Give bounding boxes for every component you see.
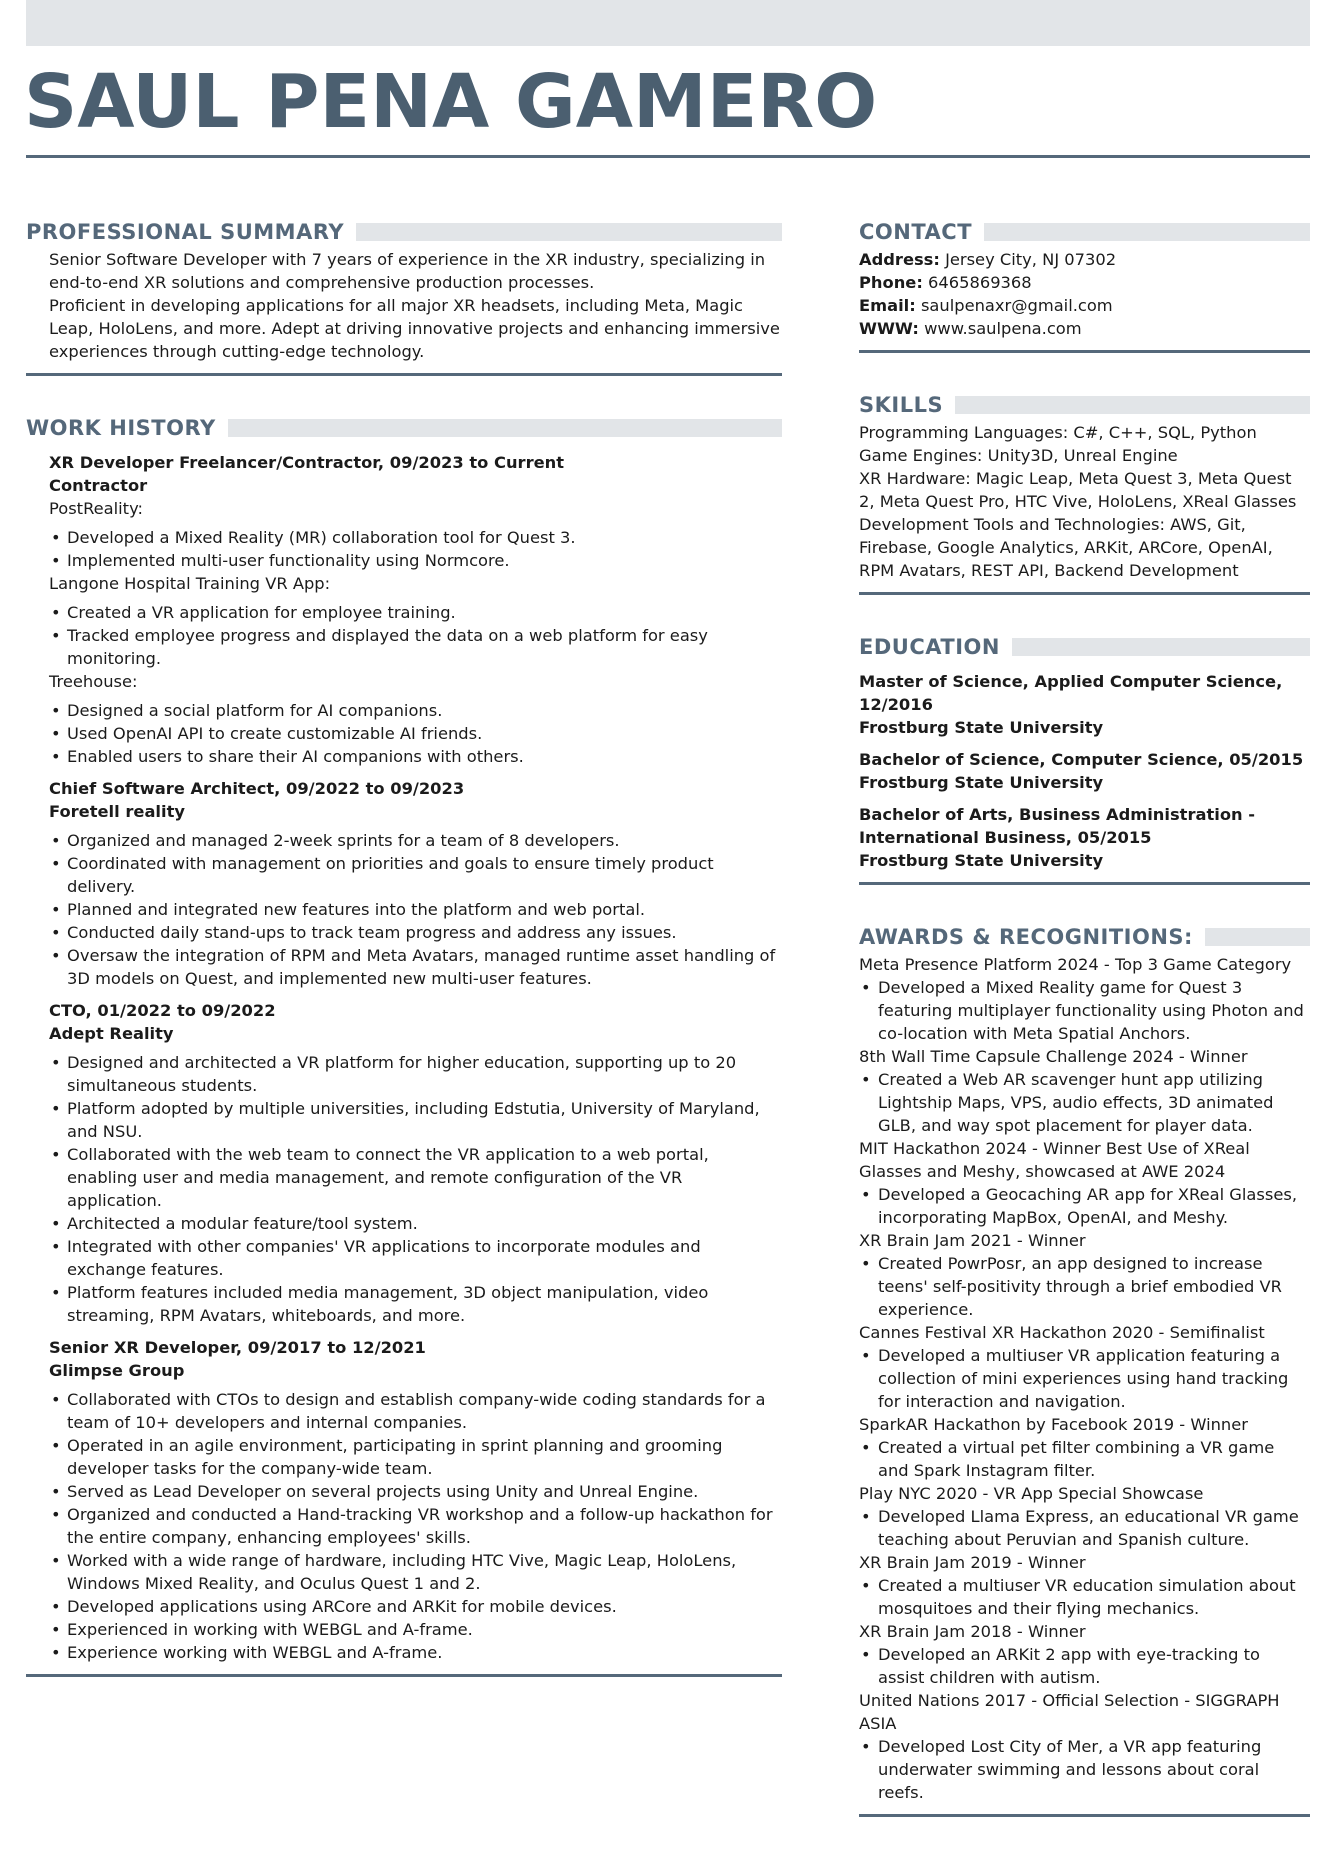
skill-line: Programming Languages: C#, C++, SQL, Python — [859, 423, 1257, 442]
job-entry — [26, 999, 782, 1327]
contact-label: Address: — [859, 250, 940, 269]
list-item: • Organized and conducted a Hand-tracking VR workshop and a follow-up hackathon for the entire company, enhancing employees' skills. — [26, 1503, 782, 1549]
list-item: • Experienced in working with WEBGL and A-frame. — [26, 1618, 782, 1641]
list-item: • Implemented multi-user functionality using Normcore. — [26, 549, 782, 572]
contact-address — [859, 248, 1310, 271]
list-item: • Architected a modular feature/tool system. — [26, 1212, 782, 1235]
job-entry — [26, 1336, 782, 1664]
list-item: • Used OpenAI API to create customizable AI friends. — [26, 722, 782, 745]
contact-label: Phone: — [859, 273, 923, 292]
school: Frostburg State University — [859, 718, 1104, 737]
list-item: • Developed Llama Express, an educational VR game teaching about Peruvian and Spanish culture. — [859, 1505, 1310, 1551]
name-divider — [26, 155, 1310, 158]
award-name: Meta Presence Platform 2024 - Top 3 Game Category — [859, 955, 1292, 974]
list-item: • Organized and managed 2-week sprints for a team of 8 developers. — [26, 829, 782, 852]
list-item: • Platform features included media management, 3D object manipulation, video streaming, RPM Avatars, whiteboards, and more. — [26, 1281, 782, 1327]
education-section — [859, 633, 1310, 885]
award-name: XR Brain Jam 2019 - Winner — [859, 1553, 1086, 1572]
section-bar — [1012, 638, 1310, 656]
job-entry — [26, 777, 782, 990]
list-item: • Developed an ARKit 2 app with eye-tracking to assist children with autism. — [859, 1643, 1310, 1689]
job-company: Glimpse Group — [49, 1361, 185, 1380]
skills-section — [859, 391, 1310, 595]
section-title: CONTACT — [859, 220, 973, 244]
list-item: • Conducted daily stand-ups to track team progress and address any issues. — [26, 921, 782, 944]
award-name: SparkAR Hackathon by Facebook 2019 - Winner — [859, 1415, 1248, 1434]
list-item: • Developed Lost City of Mer, a VR app featuring underwater swimming and lessons about coral reefs. — [859, 1735, 1310, 1804]
section-bar — [1205, 928, 1310, 946]
summary-text: Senior Software Developer with 7 years of experience in the XR industry, specializing in end-to-end XR solutions and comprehensive production processes. — [49, 250, 766, 292]
section-title: PROFESSIONAL SUMMARY — [26, 220, 345, 244]
list-item: • Developed a Mixed Reality game for Quest 3 featuring multiplayer functionality using Photon and co-location with Meta Spatial Anchors. — [859, 976, 1310, 1045]
section-title: EDUCATION — [859, 635, 1000, 659]
list-item: • Tracked employee progress and displayed the data on a web platform for easy monitoring. — [26, 624, 782, 670]
list-item: • Experience working with WEBGL and A-frame. — [26, 1641, 782, 1664]
degree: Bachelor of Science, Computer Science, 05/2015 — [859, 750, 1304, 769]
award-name: Play NYC 2020 - VR App Special Showcase — [859, 1484, 1204, 1503]
section-title: WORK HISTORY — [26, 416, 216, 440]
contact-label: WWW: — [859, 319, 919, 338]
school: Frostburg State University — [859, 851, 1104, 870]
list-item: • Created a VR application for employee training. — [26, 601, 782, 624]
school: Frostburg State University — [859, 773, 1104, 792]
contact-label: Email: — [859, 296, 916, 315]
job-entry — [26, 451, 782, 768]
list-item: • Developed a multiuser VR application featuring a collection of mini experiences using hand tracking for interaction and navigation. — [859, 1344, 1310, 1413]
contact-value: Jersey City, NJ 07302 — [945, 250, 1117, 269]
contact-email — [859, 294, 1310, 317]
list-item: • Developed a Mixed Reality (MR) collaboration tool for Quest 3. — [26, 526, 782, 549]
list-item: • Operated in an agile environment, participating in sprint planning and grooming developer tasks for the company-wide team. — [26, 1434, 782, 1480]
list-item: • Designed and architected a VR platform for higher education, supporting up to 20 simultaneous students. — [26, 1051, 782, 1097]
contact-phone — [859, 271, 1310, 294]
section-divider — [859, 1814, 1310, 1817]
list-item: • Created a virtual pet filter combining a VR game and Spark Instagram filter. — [859, 1436, 1310, 1482]
award-name: MIT Hackathon 2024 - Winner Best Use of XReal Glasses and Meshy, showcased at AWE 2024 — [859, 1139, 1250, 1181]
list-item: • Oversaw the integration of RPM and Meta Avatars, managed runtime asset handling of 3D models on Quest, and implemented new multi-user features. — [26, 944, 782, 990]
job-heading: CTO, 01/2022 to 09/2022 — [49, 1001, 276, 1020]
skill-line: Development Tools and Technologies: AWS, Git, Firebase, Google Analytics, ARKit, ARCore, OpenAI, RPM Avatars, REST API, Backend Development — [859, 515, 1273, 580]
list-item: • Worked with a wide range of hardware, including HTC Vive, Magic Leap, HoloLens, Windows Mixed Reality, and Oculus Quest 1 and 2. — [26, 1549, 782, 1595]
list-item: • Planned and integrated new features into the platform and web portal. — [26, 898, 782, 921]
job-company: Adept Reality — [49, 1024, 174, 1043]
job-company: Contractor — [49, 476, 148, 495]
summary-text: Proficient in developing applications for all major XR headsets, including Meta, Magic Leap, HoloLens, and more. Adept at driving innovative projects and enhancing immersive experiences through cutting-edge technology. — [49, 296, 780, 361]
section-title: SKILLS — [859, 393, 944, 417]
list-item: • Platform adopted by multiple universities, including Edstutia, University of Maryland, and NSU. — [26, 1097, 782, 1143]
education-entry — [859, 803, 1310, 872]
section-divider — [26, 373, 782, 376]
list-item: • Designed a social platform for AI companions. — [26, 699, 782, 722]
work-section — [26, 414, 782, 1677]
list-item: • Developed applications using ARCore and ARKit for mobile devices. — [26, 1595, 782, 1618]
section-bar — [356, 223, 782, 241]
award-name: XR Brain Jam 2021 - Winner — [859, 1231, 1086, 1250]
list-item: • Created PowrPosr, an app designed to increase teens' self-positivity through a brief embodied VR experience. — [859, 1252, 1310, 1321]
job-company: Foretell reality — [49, 802, 185, 821]
section-bar — [955, 396, 1310, 414]
section-bar — [984, 223, 1310, 241]
project-label: Langone Hospital Training VR App: — [49, 574, 331, 593]
list-item: • Collaborated with the web team to connect the VR application to a web portal, enabling user and media management, and remote configuration of the VR application. — [26, 1143, 782, 1212]
section-divider — [859, 350, 1310, 353]
award-name: XR Brain Jam 2018 - Winner — [859, 1622, 1086, 1641]
job-heading: XR Developer Freelancer/Contractor, 09/2023 to Current — [49, 453, 565, 472]
list-item: • Developed a Geocaching AR app for XReal Glasses, incorporating MapBox, OpenAI, and Meshy. — [859, 1183, 1310, 1229]
awards-section — [859, 923, 1310, 1817]
section-divider — [26, 1674, 782, 1677]
project-label: Treehouse: — [49, 672, 138, 691]
list-item: • Created a Web AR scavenger hunt app utilizing Lightship Maps, VPS, audio effects, 3D animated GLB, and way spot placement for player data. — [859, 1068, 1310, 1137]
summary-section — [26, 218, 782, 376]
list-item: • Integrated with other companies' VR applications to incorporate modules and exchange features. — [26, 1235, 782, 1281]
education-entry — [859, 670, 1310, 739]
list-item: • Created a multiuser VR education simulation about mosquitoes and their flying mechanics. — [859, 1574, 1310, 1620]
contact-value: www.saulpena.com — [924, 319, 1082, 338]
left-column — [26, 218, 782, 1677]
degree: Master of Science, Applied Computer Science, 12/2016 — [859, 672, 1283, 714]
contact-section — [859, 218, 1310, 353]
degree: Bachelor of Arts, Business Administration - International Business, 05/2015 — [859, 805, 1256, 847]
contact-value: 6465869368 — [928, 273, 1032, 292]
list-item: • Enabled users to share their AI companions with others. — [26, 745, 782, 768]
job-heading: Chief Software Architect, 09/2022 to 09/2023 — [49, 779, 465, 798]
header-band — [26, 0, 1310, 46]
contact-website — [859, 317, 1310, 340]
project-label: PostReality: — [49, 499, 144, 518]
skill-line: Game Engines: Unity3D, Unreal Engine — [859, 446, 1178, 465]
award-name: United Nations 2017 - Official Selection - SIGGRAPH ASIA — [859, 1691, 1280, 1733]
skill-line: XR Hardware: Magic Leap, Meta Quest 3, Meta Quest 2, Meta Quest Pro, HTC Vive, HoloLens, XReal Glasses — [859, 469, 1297, 511]
award-name: Cannes Festival XR Hackathon 2020 - Semifinalist — [859, 1323, 1265, 1342]
section-divider — [859, 882, 1310, 885]
education-entry — [859, 748, 1310, 794]
list-item: • Collaborated with CTOs to design and establish company-wide coding standards for a team of 10+ developers and internal companies. — [26, 1388, 782, 1434]
contact-value: saulpenaxr@gmail.com — [920, 296, 1113, 315]
award-name: 8th Wall Time Capsule Challenge 2024 - Winner — [859, 1047, 1248, 1066]
section-divider — [859, 592, 1310, 595]
candidate-name: SAUL PENA GAMERO — [24, 59, 878, 145]
section-title: AWARDS & RECOGNITIONS: — [859, 925, 1193, 949]
right-column — [859, 218, 1310, 1817]
job-heading: Senior XR Developer, 09/2017 to 12/2021 — [49, 1338, 426, 1357]
list-item: • Coordinated with management on priorities and goals to ensure timely product delivery. — [26, 852, 782, 898]
list-item: • Served as Lead Developer on several projects using Unity and Unreal Engine. — [26, 1480, 782, 1503]
section-bar — [228, 419, 782, 437]
